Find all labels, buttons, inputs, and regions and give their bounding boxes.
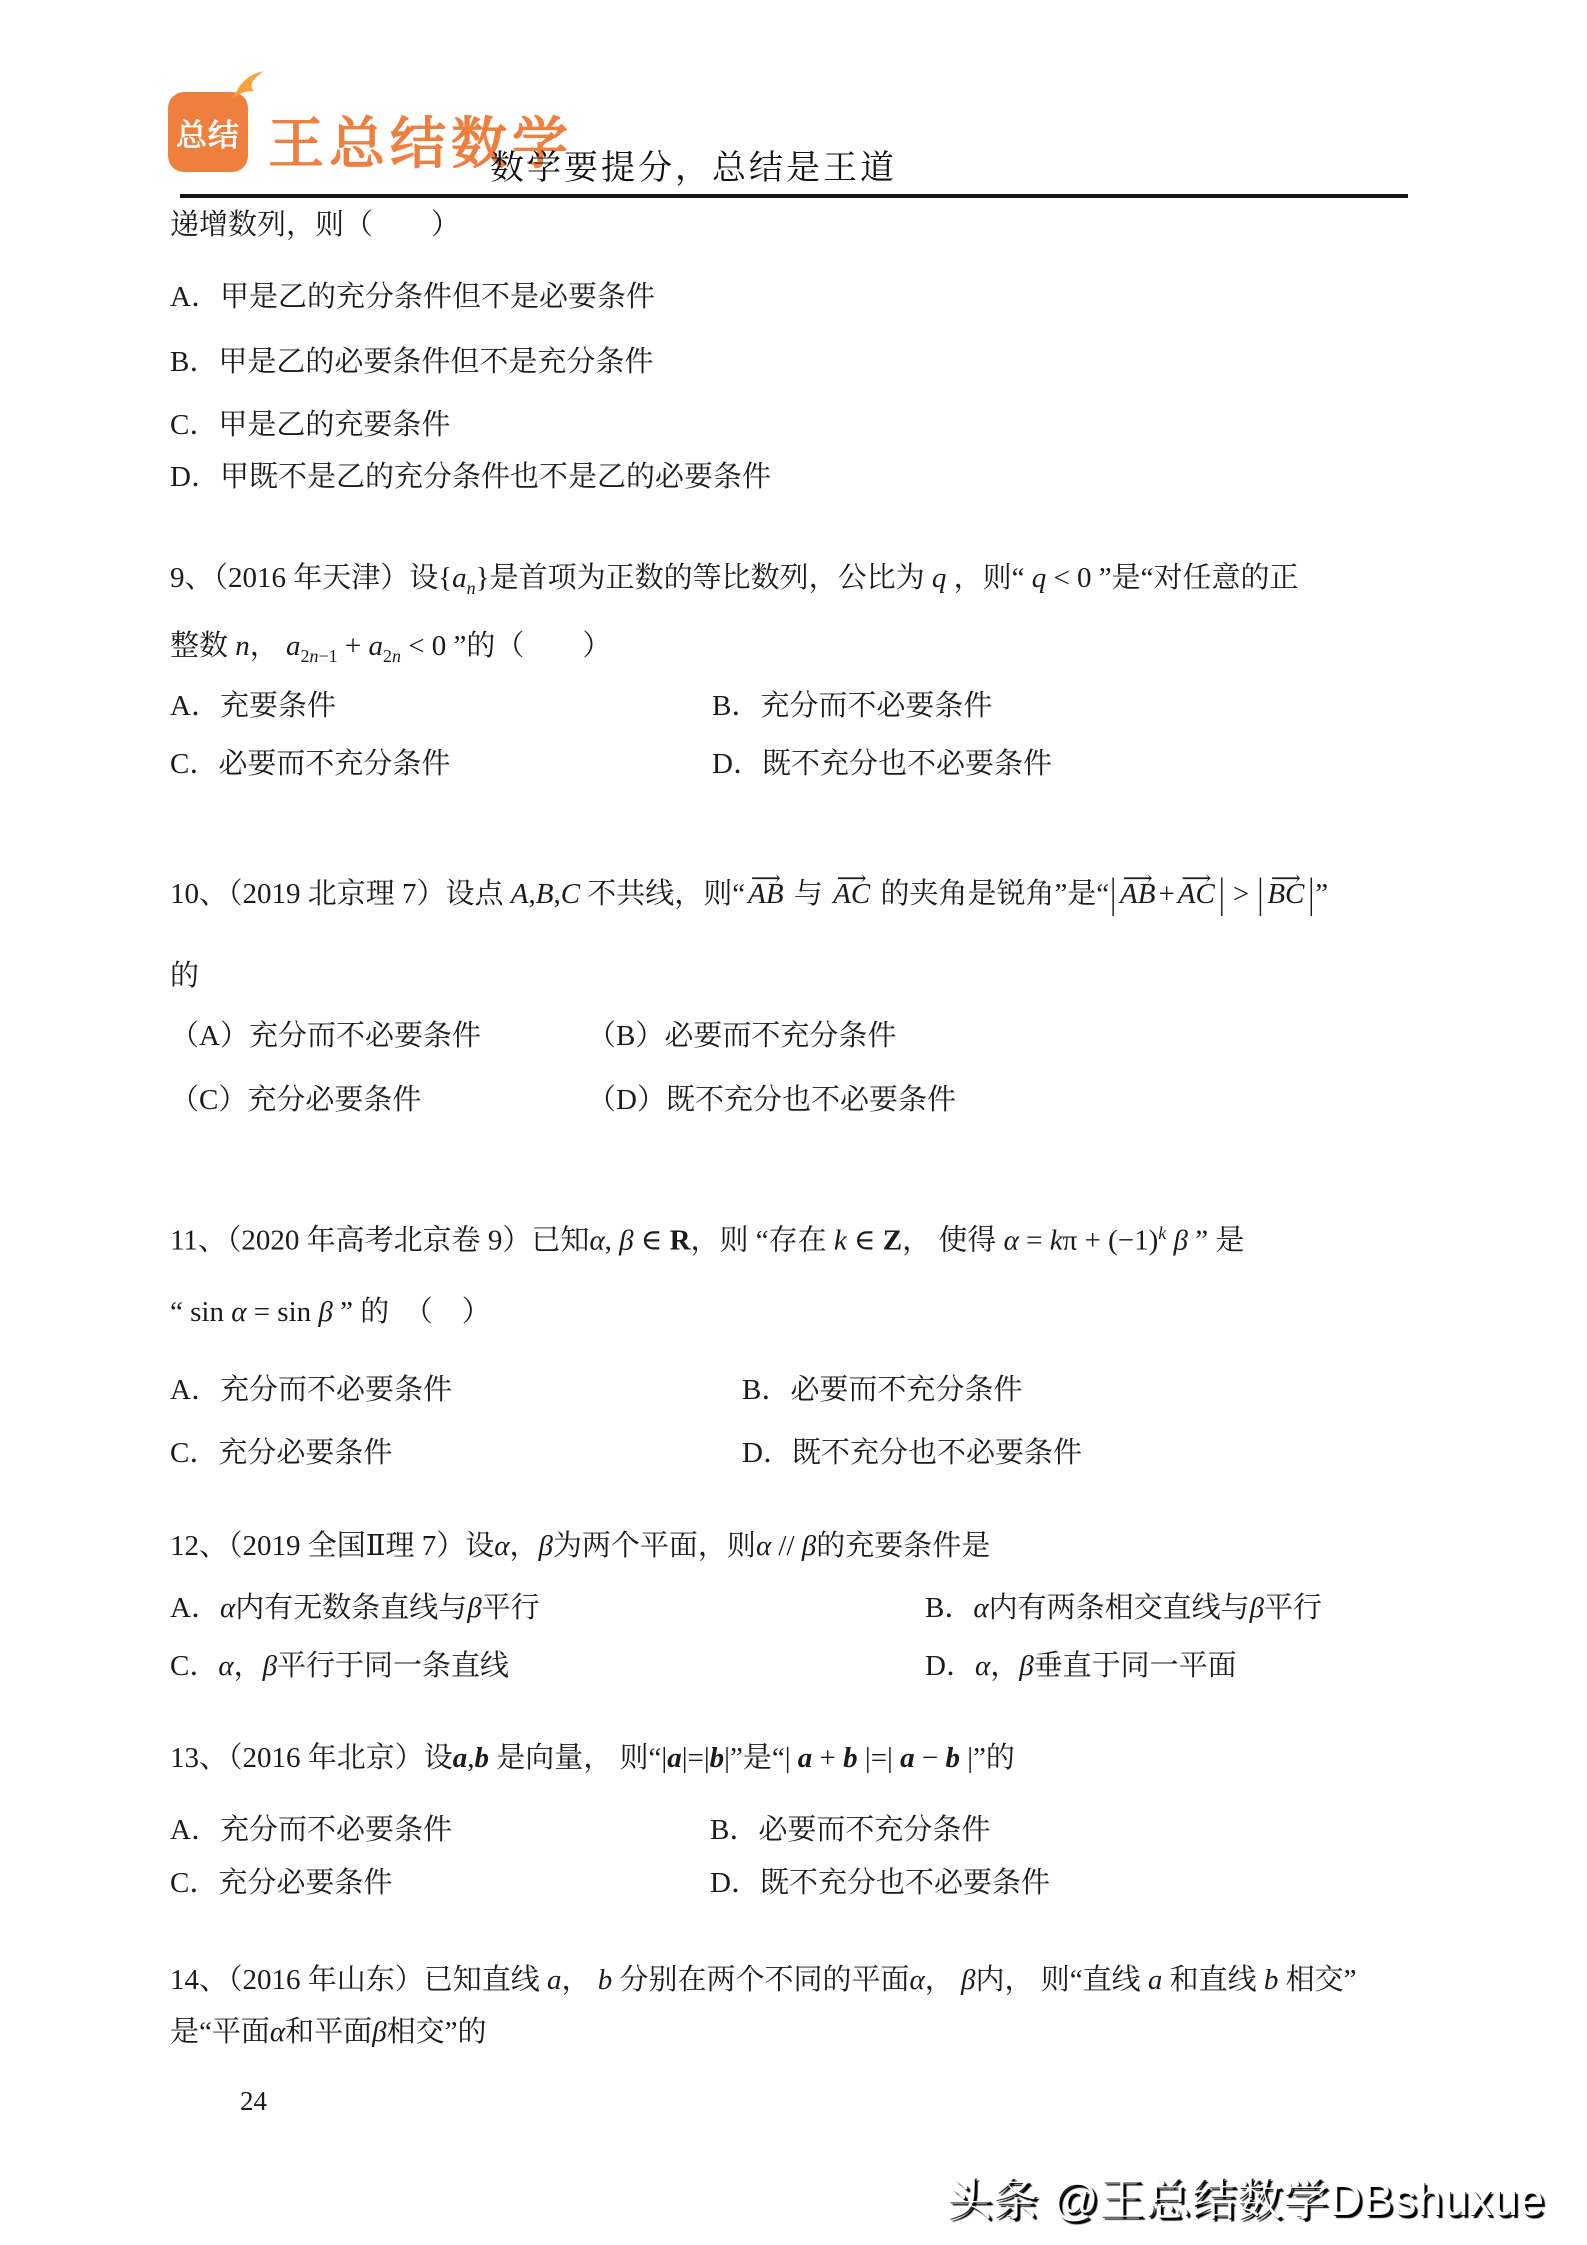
intro-line: 递增数列，则（ ） <box>170 209 461 241</box>
question-13-options-row-1 <box>170 1810 1490 1852</box>
intro-option-a: A．甲是乙的充分条件但不是必要条件 <box>170 281 655 313</box>
page-number: 24 <box>240 2086 267 2116</box>
question-10-options-row-1 <box>170 1016 1490 1058</box>
intro-option-b: B．甲是乙的必要条件但不是充分条件 <box>170 346 654 378</box>
logo-badge-text: 总结 <box>176 117 240 153</box>
question-13-option-b: B．必要而不充分条件 <box>710 1814 991 1846</box>
question-9-stem-1: 9、（2016 年天津）设$\{a_n\}$是首项为正数的等比数列，公比为 q ，则“ q < 0 ”是“对任意的正 <box>170 562 1299 598</box>
question-9-option-d: D．既不充分也不必要条件 <box>712 748 1052 780</box>
question-12-option-a: A．α内有无数条直线与β平行 <box>170 1592 540 1624</box>
question-12-options-row-1 <box>170 1588 1490 1630</box>
question-10-option-b: （B）必要而不充分条件 <box>587 1020 897 1052</box>
question-12-stem: 12、（2019 全国Ⅱ理 7）设α，β为两个平面，则α // β的充要条件是 <box>170 1530 991 1562</box>
question-9-options-row-1 <box>170 686 1490 728</box>
question-10-options-row-2 <box>170 1080 1490 1122</box>
question-10-option-c: （C）充分必要条件 <box>170 1084 422 1116</box>
question-10-stem-2: 的 <box>170 960 200 992</box>
question-13-option-c: C．充分必要条件 <box>170 1867 393 1899</box>
brand-text: 王总结数学 <box>268 112 573 175</box>
question-13-options-row-2 <box>170 1863 1490 1905</box>
slogan-text: 数学要提分，总结是王道 <box>490 150 897 187</box>
question-11-stem-1: 11、（2020 年高考北京卷 9）已知α, β ∈ R，则 “存在 k ∈ Z， 使得 $\alpha = k\pi + (-1)^k$ β ” 是 <box>170 1223 1245 1257</box>
bird-icon <box>230 70 266 100</box>
question-9-stem-2: 整数 n， $a_{2n-1} + a_{2n} < 0$ ”的（ ） <box>170 630 612 666</box>
question-14-line-2: 是“平面α和平面β相交”的 <box>170 2016 487 2048</box>
question-12-options-row-2 <box>170 1646 1490 1688</box>
logo-badge <box>168 92 248 172</box>
question-13-option-a: A．充分而不必要条件 <box>170 1814 452 1846</box>
question-9-options-row-2 <box>170 744 1490 786</box>
question-10-option-d: （D）既不充分也不必要条件 <box>587 1084 956 1116</box>
question-11-option-d: D．既不充分也不必要条件 <box>742 1437 1082 1469</box>
question-10-stem: 10、（2019 北京理 7）设点 A,B,C 不共线，则“ ⟶ AB 与 ⟶ AC 的夹角是锐角”是“| ⟶ AB + ⟶ AC | > | ⟶ BC |” <box>170 874 1328 914</box>
question-10-option-a: （A）充分而不必要条件 <box>170 1020 481 1052</box>
question-9-option-c: C．必要而不充分条件 <box>170 748 451 780</box>
question-14-line-1: 14、（2016 年山东）已知直线 a， b 分别在两个不同的平面α， β内， 则“直线 a 和直线 b 相交” <box>170 1964 1357 1996</box>
question-11-option-b: B．必要而不充分条件 <box>742 1374 1023 1406</box>
question-13-option-d: D．既不充分也不必要条件 <box>710 1867 1050 1899</box>
question-9-option-b: B．充分而不必要条件 <box>712 690 993 722</box>
question-11-option-c: C．充分必要条件 <box>170 1437 393 1469</box>
question-9-option-a: A．充要条件 <box>170 690 336 722</box>
question-13-stem: 13、（2016 年北京）设a,b 是向量， 则“|a|=|b|”是“| a + b |=| a − b |”的 <box>170 1742 1015 1774</box>
question-11-stem-2: “ sin α = sin β ” 的 （ ） <box>170 1296 491 1328</box>
question-11-options-row-1 <box>170 1370 1490 1412</box>
question-12-option-c: C．α，β平行于同一条直线 <box>170 1650 510 1682</box>
question-12-option-d: D．α，β垂直于同一平面 <box>925 1650 1237 1682</box>
question-12-option-b: B．α内有两条相交直线与β平行 <box>925 1592 1323 1624</box>
intro-option-c: C．甲是乙的充要条件 <box>170 409 451 441</box>
question-11-option-a: A．充分而不必要条件 <box>170 1374 452 1406</box>
question-11-options-row-2 <box>170 1433 1490 1475</box>
intro-option-d: D．甲既不是乙的充分条件也不是乙的必要条件 <box>170 461 771 493</box>
watermark-toutiao: 头条 @王总结数学DBshuxue <box>947 2174 1545 2225</box>
header-rule <box>180 194 1408 198</box>
